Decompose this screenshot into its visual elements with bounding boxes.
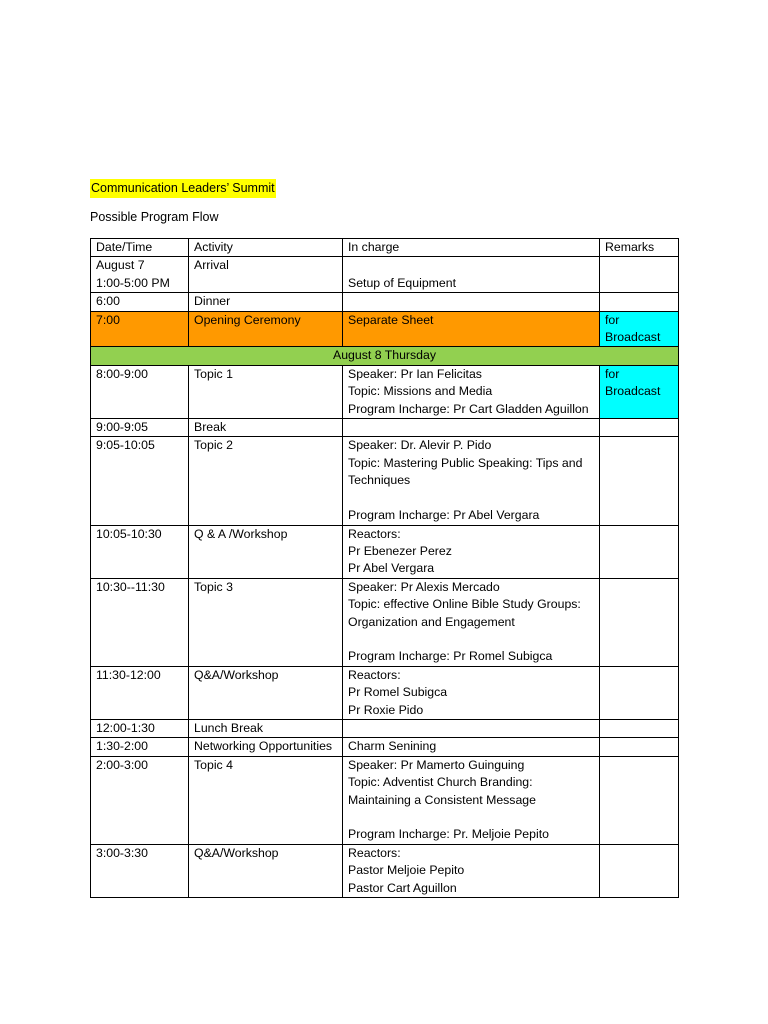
cell-remarks: for Broadcast: [600, 365, 679, 418]
document-subtitle: Possible Program Flow: [90, 210, 219, 224]
cell-in-charge: [343, 293, 600, 311]
cell-date-time: 9:05-10:05: [91, 437, 189, 525]
header-activity: Activity: [189, 239, 343, 257]
cell-date-time: 8:00-9:00: [91, 365, 189, 418]
cell-date-time: 1:30-2:00: [91, 738, 189, 756]
cell-remarks: [600, 666, 679, 719]
table-row: [91, 419, 679, 437]
cell-activity: Q&A/Workshop: [189, 666, 343, 719]
table-header-row: [91, 239, 679, 257]
table-row: [91, 257, 679, 293]
cell-date-time: 3:00-3:30: [91, 844, 189, 897]
cell-activity: Topic 1: [189, 365, 343, 418]
cell-in-charge: Charm Senining: [343, 738, 600, 756]
cell-remarks: [600, 738, 679, 756]
cell-activity: Q&A/Workshop: [189, 844, 343, 897]
cell-in-charge: Setup of Equipment: [343, 257, 600, 293]
cell-activity: Q & A /Workshop: [189, 525, 343, 578]
cell-in-charge: Speaker: Dr. Alevir P. Pido Topic: Mastering Public Speaking: Tips and Techniques Program Incharge: Pr Abel Vergara: [343, 437, 600, 525]
table-row: [91, 365, 679, 418]
cell-activity: Opening Ceremony: [189, 311, 343, 347]
cell-in-charge: Speaker: Pr Ian Felicitas Topic: Missions and Media Program Incharge: Pr Cart Gladden Aguillon: [343, 365, 600, 418]
header-in-charge: In charge: [343, 239, 600, 257]
table-row: [91, 844, 679, 897]
cell-remarks: [600, 844, 679, 897]
table-row: [91, 666, 679, 719]
cell-activity: Networking Opportunities: [189, 738, 343, 756]
cell-remarks: for Broadcast: [600, 311, 679, 347]
cell-remarks: [600, 756, 679, 844]
cell-in-charge: Reactors: Pr Romel Subigca Pr Roxie Pido: [343, 666, 600, 719]
cell-in-charge: [343, 719, 600, 737]
cell-in-charge: [343, 419, 600, 437]
cell-date-time: 12:00-1:30: [91, 719, 189, 737]
date-banner: August 8 Thursday: [91, 347, 679, 365]
cell-date-time: August 7 1:00-5:00 PM: [91, 257, 189, 293]
cell-remarks: [600, 719, 679, 737]
cell-activity: Arrival: [189, 257, 343, 293]
cell-activity: Break: [189, 419, 343, 437]
cell-date-time: 9:00-9:05: [91, 419, 189, 437]
cell-in-charge: Reactors: Pr Ebenezer Perez Pr Abel Vergara: [343, 525, 600, 578]
cell-date-time: 2:00-3:00: [91, 756, 189, 844]
header-remarks: Remarks: [600, 239, 679, 257]
table-body: [91, 257, 679, 898]
cell-in-charge: Reactors: Pastor Meljoie Pepito Pastor Cart Aguillon: [343, 844, 600, 897]
table-row: [91, 293, 679, 311]
cell-in-charge: Separate Sheet: [343, 311, 600, 347]
cell-activity: Lunch Break: [189, 719, 343, 737]
cell-date-time: 6:00: [91, 293, 189, 311]
cell-remarks: [600, 257, 679, 293]
cell-remarks: [600, 578, 679, 666]
cell-in-charge: Speaker: Pr Mamerto Guinguing Topic: Adventist Church Branding: Maintaining a Consistent Message Program Incharge: Pr. Meljoie Pepito: [343, 756, 600, 844]
table-row: [91, 738, 679, 756]
document-title: Communication Leaders’ Summit: [90, 179, 276, 198]
cell-activity: Topic 2: [189, 437, 343, 525]
cell-remarks: [600, 293, 679, 311]
cell-remarks: [600, 419, 679, 437]
program-table: [90, 238, 679, 898]
cell-remarks: [600, 437, 679, 525]
cell-activity: Topic 3: [189, 578, 343, 666]
table-row: [91, 437, 679, 525]
cell-remarks: [600, 525, 679, 578]
table-row: [91, 525, 679, 578]
cell-activity: Dinner: [189, 293, 343, 311]
table-row: [91, 719, 679, 737]
cell-in-charge: Speaker: Pr Alexis Mercado Topic: effective Online Bible Study Groups: Organization and Engagement Program Incharge: Pr Romel Subigca: [343, 578, 600, 666]
date-banner-row: [91, 347, 679, 365]
cell-date-time: 10:30--11:30: [91, 578, 189, 666]
cell-date-time: 7:00: [91, 311, 189, 347]
cell-date-time: 10:05-10:30: [91, 525, 189, 578]
table-row: [91, 756, 679, 844]
header-date-time: Date/Time: [91, 239, 189, 257]
table-row: [91, 311, 679, 347]
cell-date-time: 11:30-12:00: [91, 666, 189, 719]
table-row: [91, 578, 679, 666]
cell-activity: Topic 4: [189, 756, 343, 844]
